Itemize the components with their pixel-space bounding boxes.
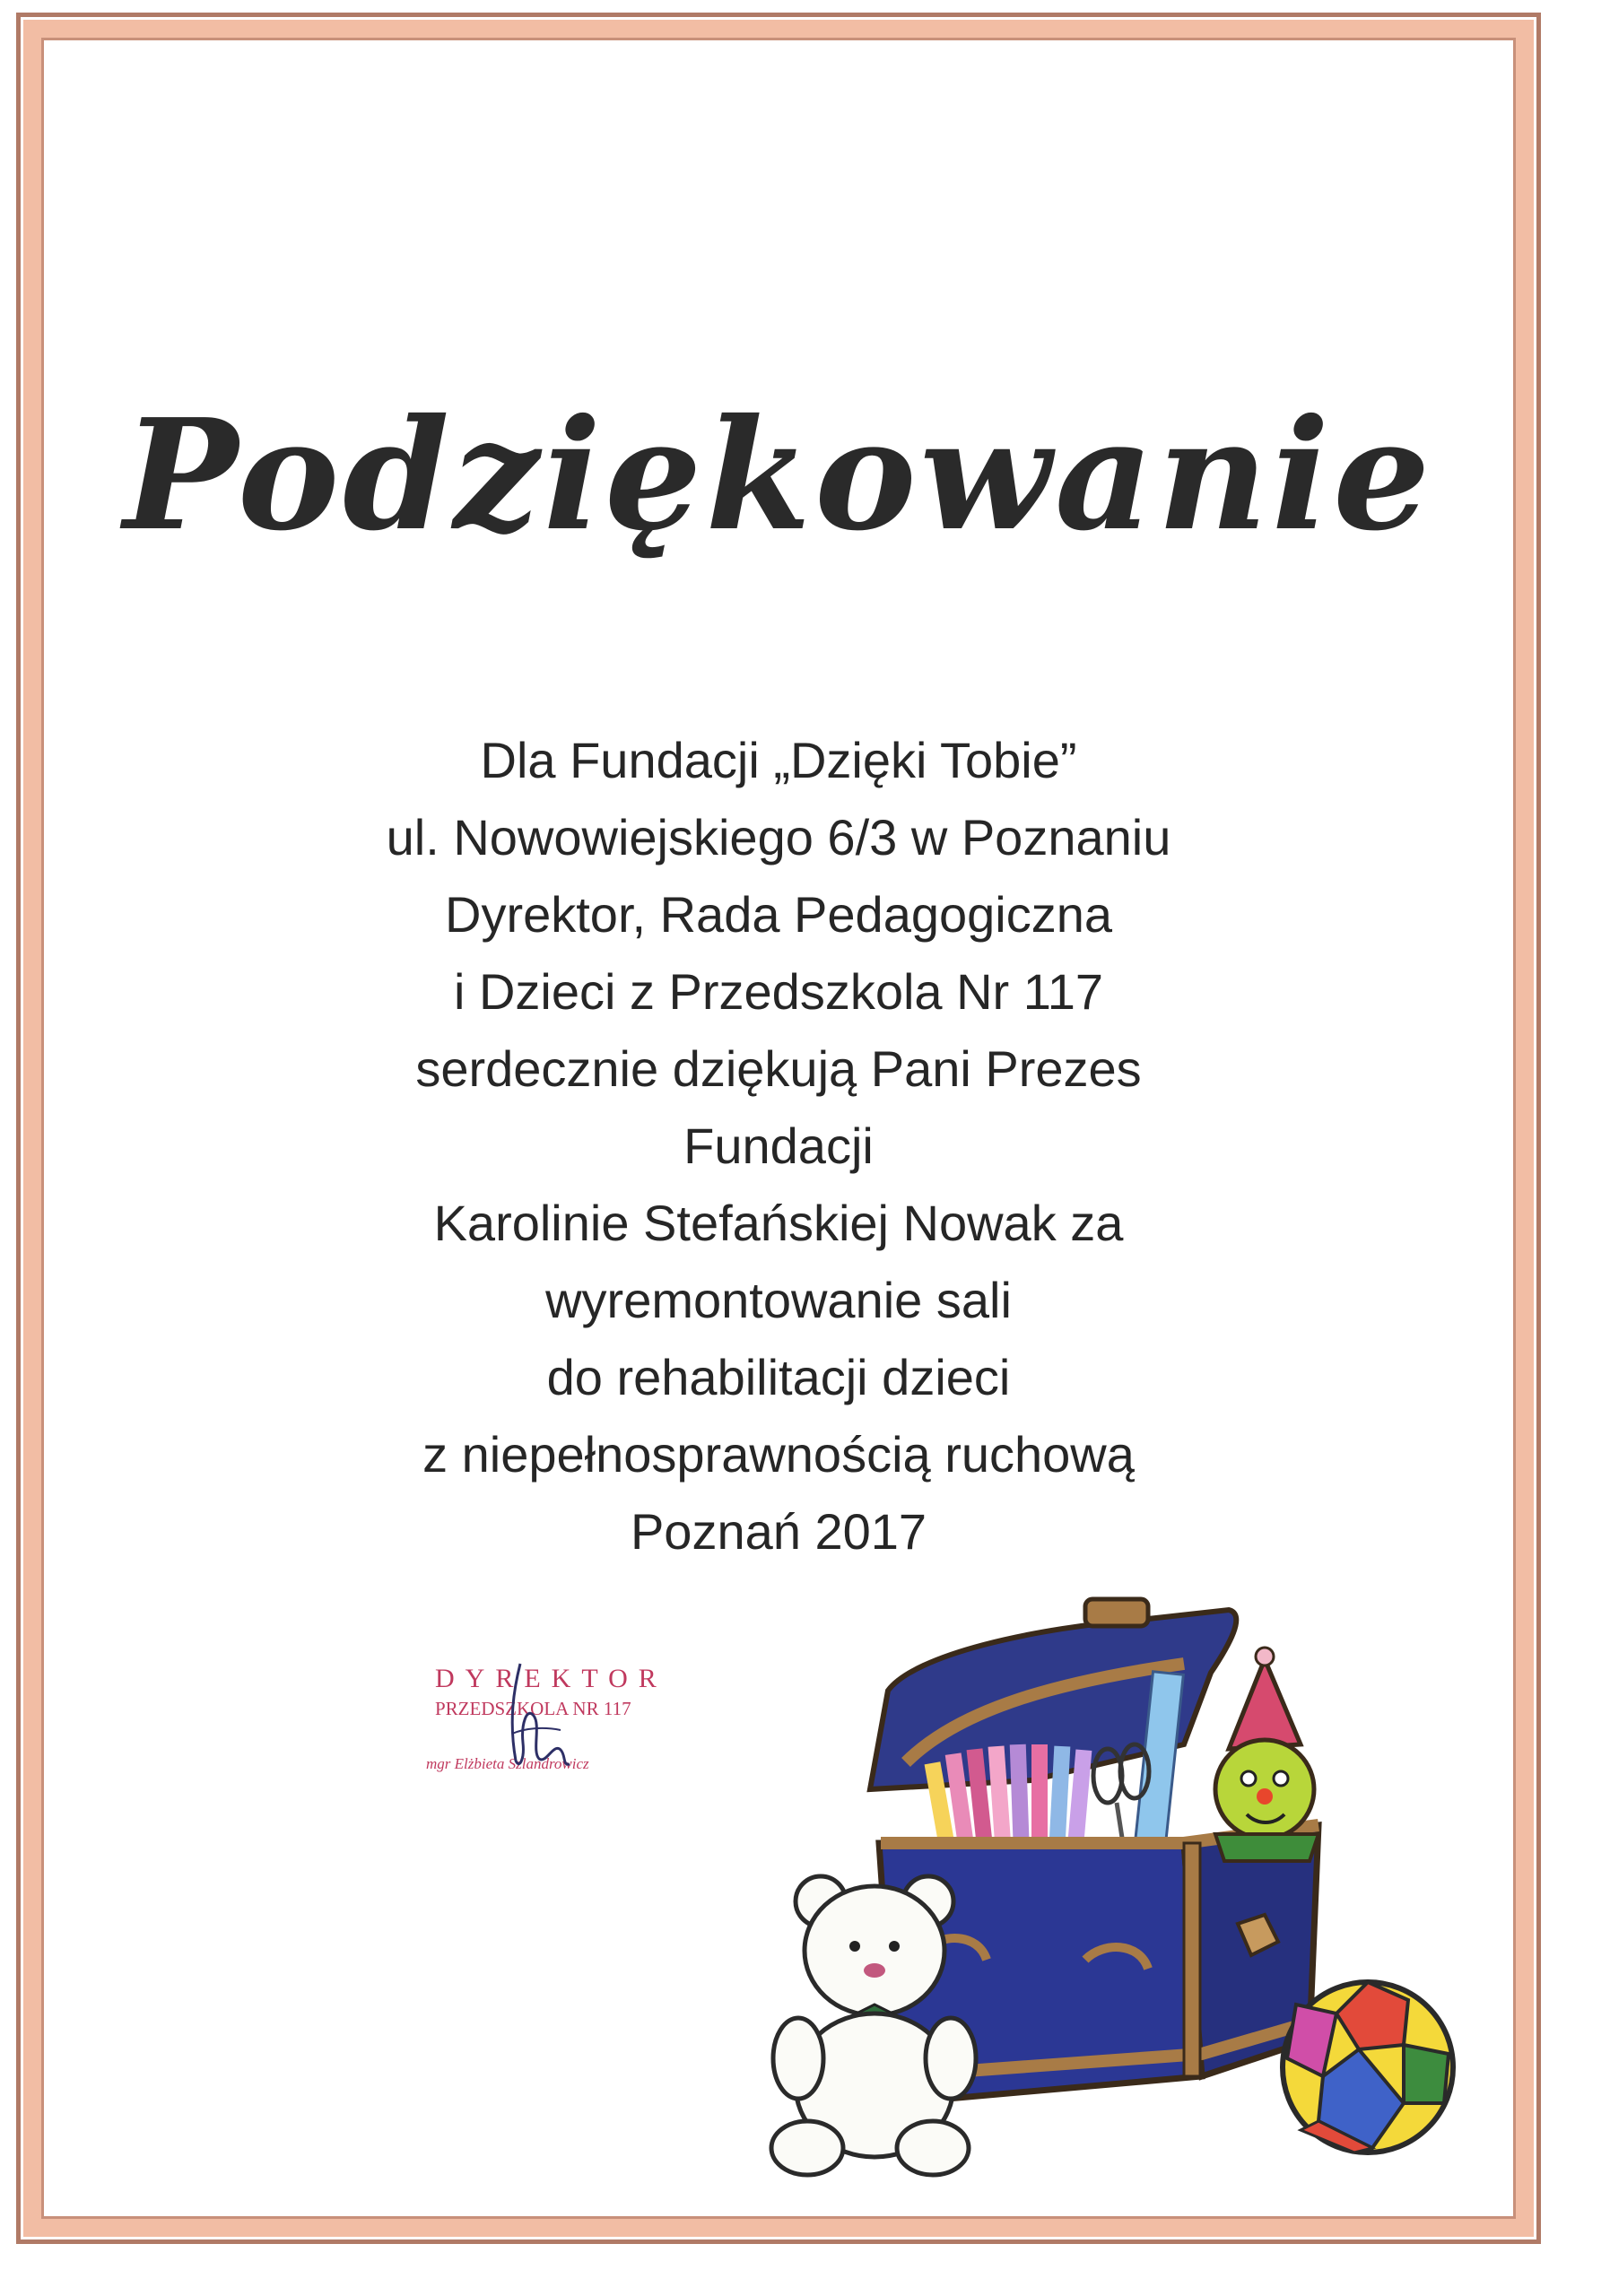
body-line: Dla Fundacji „Dzięki Tobie” (480, 732, 1077, 788)
certificate-title: Podziękowanie (123, 386, 1434, 565)
stamp-name: mgr Elżbieta Szlandrowicz (426, 1755, 589, 1772)
ball-icon (1283, 1982, 1453, 2152)
body-line: i Dzieci z Przedszkola Nr 117 (453, 963, 1104, 1020)
body-line: Fundacji (683, 1118, 874, 1174)
body-line: ul. Nowowiejskiego 6/3 w Poznaniu (386, 809, 1171, 865)
body-line: z niepełnosprawnością ruchową (422, 1426, 1135, 1483)
certificate-body (0, 722, 1557, 1570)
stamp-institution: PRZEDSZKOLA NR 117 (435, 1698, 631, 1719)
body-line: Karolinie Stefańskiej Nowak za (433, 1195, 1124, 1251)
body-line: do rehabilitacji dzieci (546, 1349, 1011, 1405)
body-line: Poznań 2017 (630, 1503, 927, 1560)
body-line: serdecznie dziękują Pani Prezes (415, 1040, 1142, 1097)
director-stamp (426, 1664, 686, 1780)
signature-icon (426, 1653, 686, 1787)
stamp-title: DYREKTOR (435, 1664, 667, 1693)
teddy-bear (771, 1876, 976, 2175)
body-line: Dyrektor, Rada Pedagogiczna (445, 886, 1112, 943)
body-line: wyremontowanie sali (545, 1272, 1012, 1328)
toy-chest-illustration (762, 1574, 1462, 2184)
